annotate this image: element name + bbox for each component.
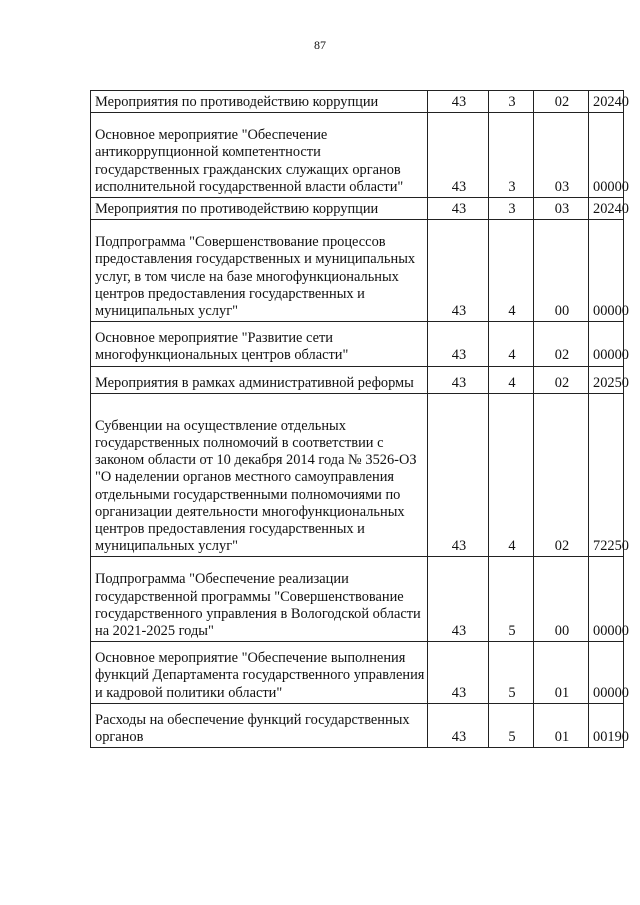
table-row [91, 642, 624, 704]
budget-table [90, 90, 629, 748]
row-program-code: 4 [489, 393, 534, 557]
row-chapter-code: 43 [428, 642, 489, 704]
row-name: Подпрограмма "Обеспечение реализации государственной программы "Совершенствование государственного управления в Вологодской области на 2021-2025 годы" [91, 557, 428, 642]
row-chapter-code: 43 [428, 220, 489, 322]
row-chapter-code: 43 [428, 393, 489, 557]
row-program-code: 5 [489, 703, 534, 747]
row-subprogram-code: 02 [534, 322, 589, 366]
row-program-code: 4 [489, 220, 534, 322]
row-chapter-code: 43 [428, 113, 489, 198]
row-direction-code: 00000 [589, 322, 624, 366]
table-row [91, 703, 624, 747]
table-row [91, 91, 624, 113]
table-row [91, 322, 624, 366]
row-program-code: 4 [489, 366, 534, 393]
row-direction-code: 20250 [589, 366, 624, 393]
row-subprogram-code: 02 [534, 91, 589, 113]
row-subprogram-code: 03 [534, 113, 589, 198]
row-chapter-code: 43 [428, 198, 489, 220]
row-direction-code: 20240 [589, 91, 624, 113]
row-name: Мероприятия по противодействию коррупции [91, 198, 428, 220]
row-name: Субвенции на осуществление отдельных государственных полномочий в соответствии с законом области от 10 декабря 2014 года № 3526-ОЗ "О наделении органов местного самоуправления отдельными государственными полномочиями по организации деятельности многофункциональных центров предоставления государственных и муниципальных услуг" [91, 393, 428, 557]
row-subprogram-code: 01 [534, 642, 589, 704]
row-program-code: 3 [489, 198, 534, 220]
row-direction-code: 00000 [589, 220, 624, 322]
row-subprogram-code: 01 [534, 703, 589, 747]
table-row [91, 393, 624, 557]
row-chapter-code: 43 [428, 322, 489, 366]
row-chapter-code: 43 [428, 557, 489, 642]
row-subprogram-code: 02 [534, 393, 589, 557]
row-direction-code: 00000 [589, 557, 624, 642]
row-chapter-code: 43 [428, 703, 489, 747]
row-chapter-code: 43 [428, 91, 489, 113]
table-row [91, 220, 624, 322]
page-number: 87 [314, 38, 326, 52]
row-name: Расходы на обеспечение функций государственных органов [91, 703, 428, 747]
table-row [91, 366, 624, 393]
row-program-code: 5 [489, 557, 534, 642]
table-row [91, 113, 624, 198]
row-name: Основное мероприятие "Развитие сети многофункциональных центров области" [91, 322, 428, 366]
row-name: Подпрограмма "Совершенствование процессов предоставления государственных и муниципальных услуг, в том числе на базе многофункциональных центров предоставления государственных и муниципальных услуг" [91, 220, 428, 322]
row-direction-code: 20240 [589, 198, 624, 220]
row-direction-code: 00190 [589, 703, 624, 747]
row-program-code: 3 [489, 113, 534, 198]
row-subprogram-code: 00 [534, 557, 589, 642]
row-program-code: 5 [489, 642, 534, 704]
table-row [91, 557, 624, 642]
row-direction-code: 72250 [589, 393, 624, 557]
table-row [91, 198, 624, 220]
row-subprogram-code: 02 [534, 366, 589, 393]
row-subprogram-code: 03 [534, 198, 589, 220]
row-program-code: 3 [489, 91, 534, 113]
row-name: Мероприятия по противодействию коррупции [91, 91, 428, 113]
row-name: Основное мероприятие "Обеспечение выполнения функций Департамента государственного управления и кадровой политики области" [91, 642, 428, 704]
row-name: Основное мероприятие "Обеспечение антикоррупционной компетентности государственных гражданских служащих органов исполнительной государственной власти области" [91, 113, 428, 198]
row-direction-code: 00000 [589, 642, 624, 704]
row-program-code: 4 [489, 322, 534, 366]
row-name: Мероприятия в рамках административной реформы [91, 366, 428, 393]
row-subprogram-code: 00 [534, 220, 589, 322]
row-chapter-code: 43 [428, 366, 489, 393]
row-direction-code: 00000 [589, 113, 624, 198]
